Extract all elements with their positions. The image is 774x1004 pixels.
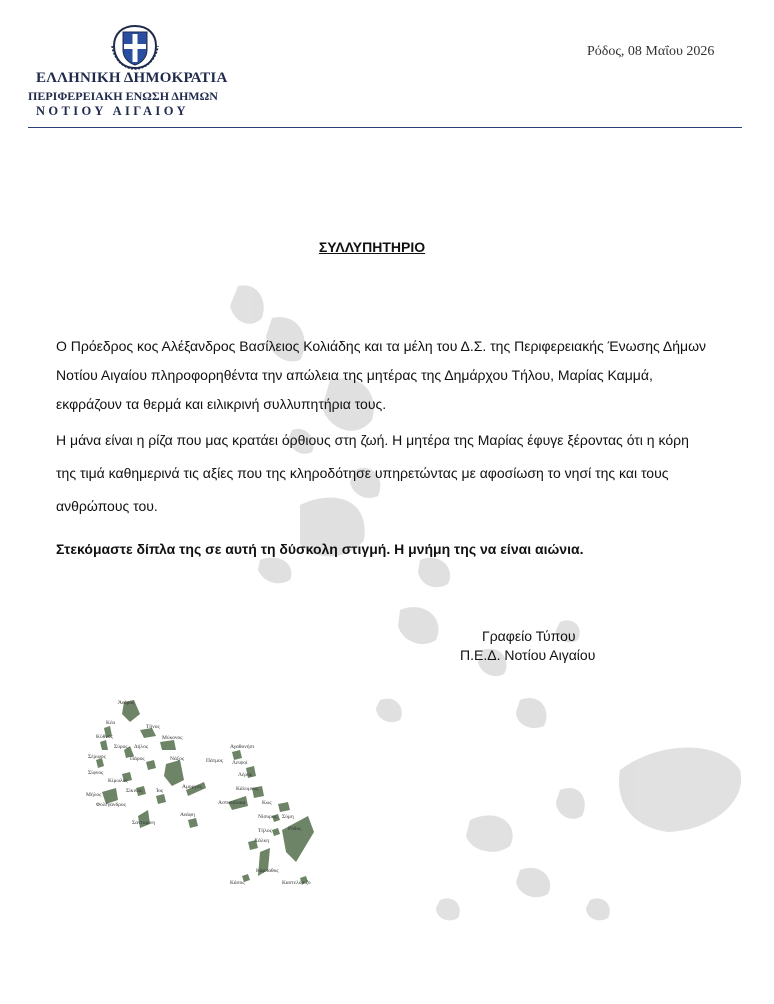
paragraph2-line1: Η μάνα είναι η ρίζα που μας κρατάει όρθιους στη ζωή. Η μητέρα της Μαρίας έφυγε ξέροντας ότι η κόρη xyxy=(56,432,689,448)
south-aegean-islands-map-icon xyxy=(82,692,332,892)
svg-text:Αγαθονήσι: Αγαθονήσι xyxy=(230,744,255,750)
organization-name-line1: ΕΛΛΗΝΙΚΗ ΔΗΜΟΚΡΑΤΙΑ xyxy=(36,70,228,86)
svg-text:Κάλυμνος: Κάλυμνος xyxy=(236,786,259,792)
svg-text:Μύκονος: Μύκονος xyxy=(162,735,183,741)
svg-text:Μήλος: Μήλος xyxy=(86,792,102,798)
svg-text:Λειψοί: Λειψοί xyxy=(232,760,248,766)
svg-text:Σαντορίνη: Σαντορίνη xyxy=(132,820,156,826)
document-title: ΣΥΛΛΥΠΗΤΗΡΙΟ xyxy=(318,239,426,255)
organization-name-line3: ΝΟΤΙΟΥ ΑΙΓΑΙΟΥ xyxy=(36,104,189,118)
svg-text:Σίφνος: Σίφνος xyxy=(88,770,104,776)
signature-organization: Π.Ε.Δ. Νοτίου Αιγαίου xyxy=(460,647,596,663)
closing-statement: Στεκόμαστε δίπλα της σε αυτή τη δύσκολη στιγμή. Η μνήμη της να είναι αιώνια. xyxy=(56,541,584,557)
svg-text:Νίσυρος: Νίσυρος xyxy=(258,814,277,820)
svg-text:Πάρος: Πάρος xyxy=(130,756,145,762)
svg-text:Φολέγανδρος: Φολέγανδρος xyxy=(96,802,126,808)
svg-text:Ρόδος: Ρόδος xyxy=(288,826,302,832)
svg-text:Πάτμος: Πάτμος xyxy=(206,758,223,764)
svg-text:Τήλος: Τήλος xyxy=(258,828,272,834)
paragraph2-line3: ανθρώπους του. xyxy=(56,498,158,514)
signature-office: Γραφείο Τύπου xyxy=(482,628,576,644)
document-date: Ρόδος, 08 Μαΐου 2026 xyxy=(587,44,715,59)
paragraph1-line2: Νοτίου Αιγαίου πληροφορηθέντα την απώλεια της μητέρας της Δημάρχου Τήλου, Μαρίας Καμμά, xyxy=(56,367,653,383)
svg-text:Νάξος: Νάξος xyxy=(170,756,185,762)
svg-text:Κάσος: Κάσος xyxy=(230,880,245,886)
svg-text:Κίμωλος: Κίμωλος xyxy=(108,778,128,784)
svg-text:Κάρπαθος: Κάρπαθος xyxy=(256,868,279,874)
svg-text:Καστελόριζο: Καστελόριζο xyxy=(282,880,311,886)
svg-text:Άνδρος: Άνδρος xyxy=(118,700,135,706)
paragraph2-line2: της τιμά καθημερινά τις αξίες που της κληροδότησε υπηρετώντας με αφοσίωση το νησί της και τους xyxy=(56,465,669,481)
svg-text:Λέρος: Λέρος xyxy=(238,772,252,778)
svg-text:Ίος: Ίος xyxy=(156,788,164,794)
svg-text:Αστυπάλαια: Αστυπάλαια xyxy=(218,800,246,806)
greek-republic-emblem-icon xyxy=(108,24,162,70)
svg-text:Τήνος: Τήνος xyxy=(146,724,160,730)
header-divider xyxy=(28,127,742,128)
svg-text:Σίκινος: Σίκινος xyxy=(126,788,143,794)
svg-text:Χάλκη: Χάλκη xyxy=(254,838,270,844)
organization-name-line2: ΠΕΡΙΦΕΡΕΙΑΚΗ ΕΝΩΣΗ ΔΗΜΩΝ xyxy=(28,89,218,103)
svg-text:Σέριφος: Σέριφος xyxy=(88,754,106,760)
svg-text:Σύμη: Σύμη xyxy=(282,814,294,820)
svg-text:Κως: Κως xyxy=(262,800,272,806)
svg-text:Δήλος: Δήλος xyxy=(134,744,149,750)
paragraph1-line3: εκφράζουν τα θερμά και ειλικρινή συλλυπητήρια τους. xyxy=(56,396,387,412)
svg-text:Κέα: Κέα xyxy=(106,720,116,726)
paragraph1-line1: Ο Πρόεδρος κος Αλέξανδρος Βασίλειος Κολιάδης και τα μέλη του Δ.Σ. της Περιφερειακής Ένωσης Δήμων xyxy=(56,338,707,354)
svg-text:Σύρος: Σύρος xyxy=(114,744,128,750)
svg-text:Αμοργός: Αμοργός xyxy=(182,784,202,790)
svg-text:Ανάφη: Ανάφη xyxy=(180,812,195,818)
svg-text:Κύθνος: Κύθνος xyxy=(96,734,113,740)
